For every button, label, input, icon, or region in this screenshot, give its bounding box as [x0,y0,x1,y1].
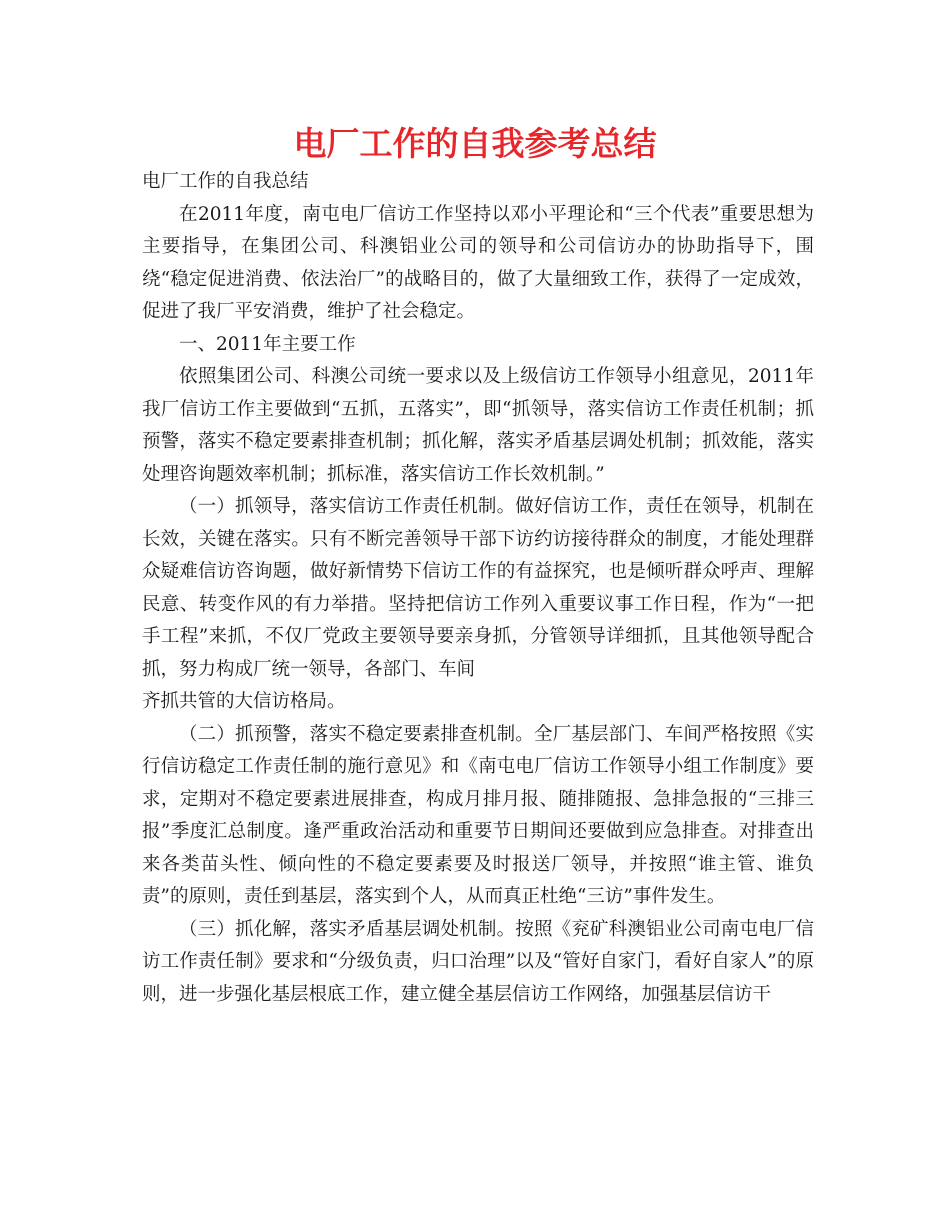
paragraph-item-1: （一）抓领导，落实信访工作责任机制。做好信访工作，责任在领导，机制在长效，关键在落实。只有不断完善领导干部下访约访接待群众的制度，才能处理群众疑难信访咨询题，做好新情势下信访工作的有益探究，也是倾听群众呼声、理解民意、转变作风的有力举措。坚持把信访工作列入重要议事工作日程，作为“一把手工程”来抓，不仅厂党政主要领导要亲身抓，分管领导详细抓，且其他领导配合抓，努力构成厂统一领导，各部门、车间 [142,496,814,680]
paragraph-intro: 在2011年度，南屯电厂信访工作坚持以邓小平理论和“三个代表”重要思想为主要指导，在集团公司、科澳铝业公司的领导和公司信访办的协助指导下，围绕“稳定促进消费、依法治厂”的战略目的，做了大量细致工作，获得了一定成效，促进了我厂平安消费，维护了社会稳定。 [142,203,814,322]
document-subtitle: 电厂工作的自我总结 [142,171,309,192]
section-heading-1: 一、2011年主要工作 [179,333,356,355]
document-body [142,166,814,1011]
document-title: 电厂工作的自我参考总结 [293,124,657,163]
paragraph-item-2: （二）抓预警，落实不稳定要素排查机制。全厂基层部门、车间严格按照《实行信访稳定工作责任制的施行意见》和《南屯电厂信访工作领导小组工作制度》要求，定期对不稳定要素进展排查，构成月排月报、随排随报、急排急报的“三排三报”季度汇总制度。逢严重政治活动和重要节日期间还要做到应急排查。对排查出来各类苗头性、倾向性的不稳定要素要及时报送厂领导，并按照“谁主管、谁负责”的原则，责任到基层，落实到个人，从而真正杜绝“三访”事件发生。 [142,723,814,907]
paragraph-item-3: （三）抓化解，落实矛盾基层调处机制。按照《兖矿科澳铝业公司南屯电厂信访工作责任制》要求和“分级负责，归口治理”以及“管好自家门，看好自家人”的原则，进一步强化基层根底工作，建立健全基层信访工作网络，加强基层信访干 [142,918,814,1005]
paragraph-item-1-continued: 齐抓共管的大信访格局。 [142,691,346,712]
paragraph-overview: 依照集团公司、科澳公司统一要求以及上级信访工作领导小组意见，2011年我厂信访工作主要做到“五抓，五落实”，即“抓领导，落实信访工作责任机制；抓预警，落实不稳定要素排查机制；抓化解，落实矛盾基层调处机制；抓效能，落实处理咨询题效率机制；抓标准，落实信访工作长效机制。” [142,366,814,485]
